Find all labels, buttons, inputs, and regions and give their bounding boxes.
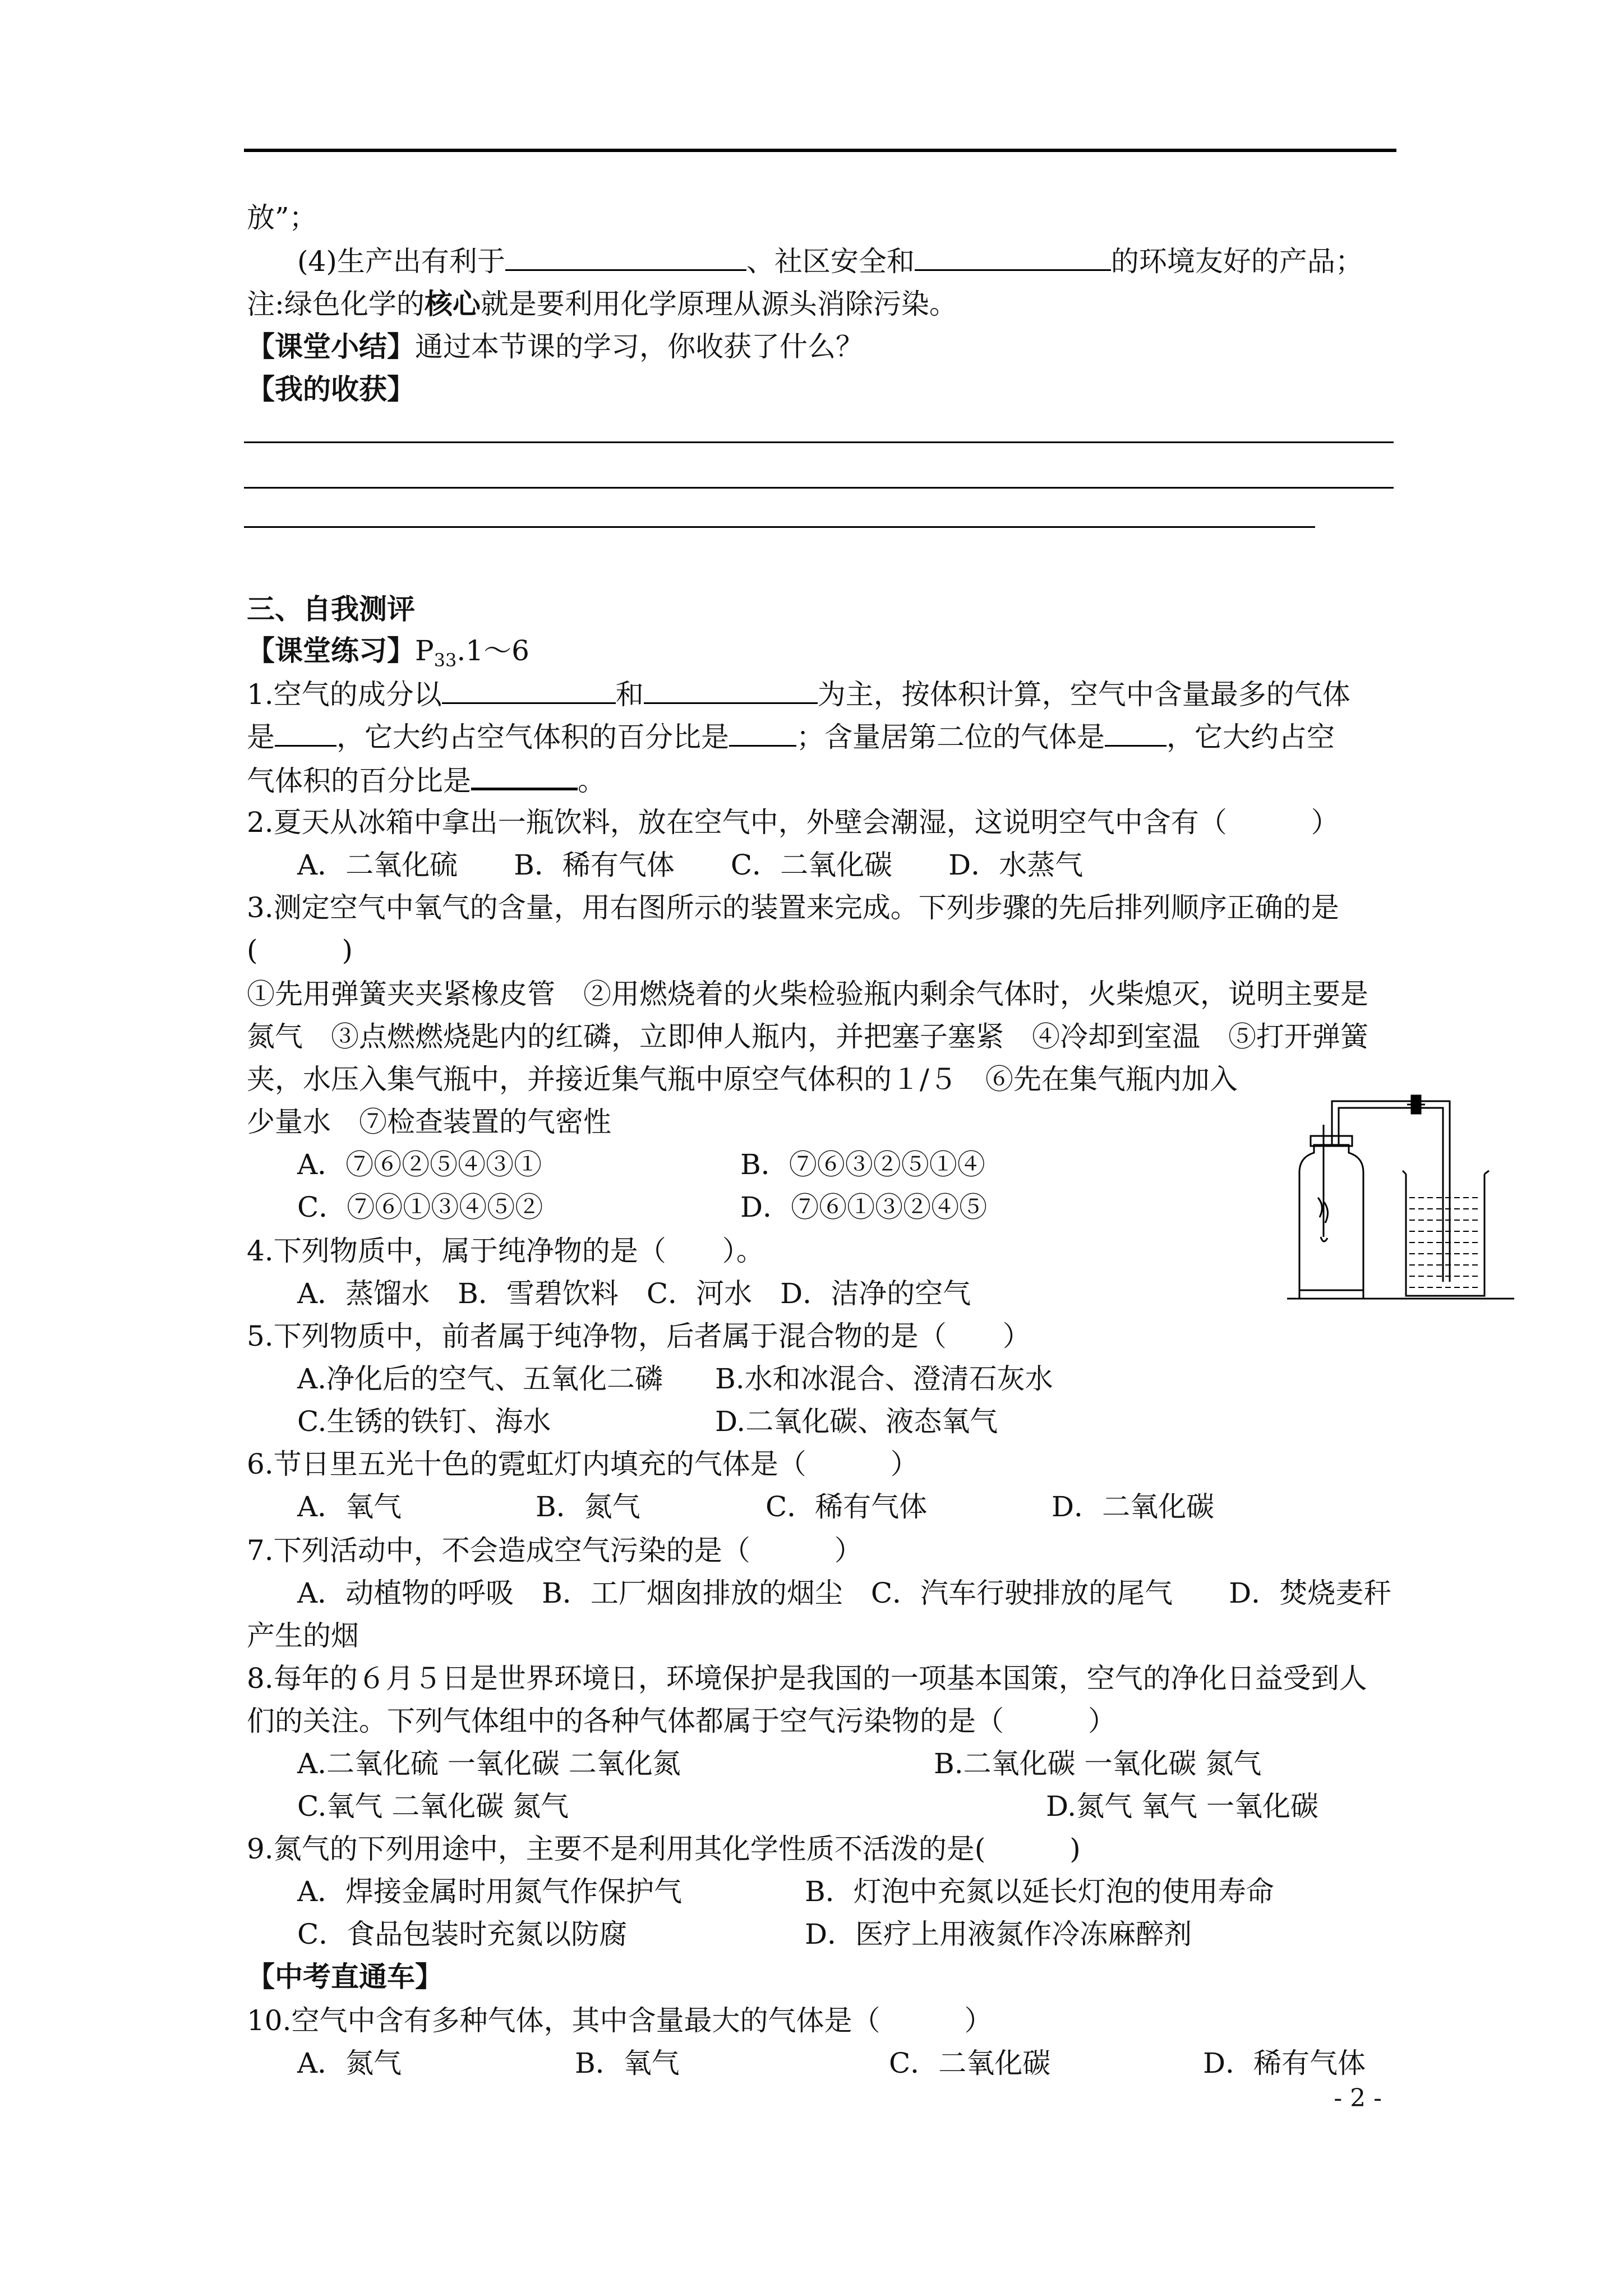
q8-stem-2: 们的关注。下列气体组中的各种气体都属于空气污染物的是（ ） xyxy=(247,1705,1116,1737)
answer-line[interactable] xyxy=(244,441,1394,443)
q1-text: 。 xyxy=(578,765,606,797)
q3-steps-2: 氮气 ③点燃燃烧匙内的红磷，立即伸人瓶内，并把塞子塞紧 ④冷却到室温 ⑤打开弹簧 xyxy=(247,1020,1368,1053)
q6-stem: 6.节日里五光十色的霓虹灯内填充的气体是（ ） xyxy=(247,1448,919,1480)
practice-ref-rest: .1～6 xyxy=(457,634,529,667)
q6-option-b: B．氮气 xyxy=(536,1490,640,1523)
q3-stem: 3.测定空气中氧气的含量，用右图所示的装置来完成。下列步骤的先后排列顺序正确的是 xyxy=(247,891,1339,924)
q7-stem: 7.下列活动中，不会造成空气污染的是（ ） xyxy=(247,1534,863,1567)
q10-option-b: B．氧气 xyxy=(575,2047,680,2079)
q1-text: ，它大约占空 xyxy=(1166,721,1335,753)
q3-option-a: A．⑦⑥②⑤④③① xyxy=(297,1148,542,1181)
summary-label: 【课堂小结】 xyxy=(247,330,415,363)
q3-option-d: D．⑦⑥①③②④⑤ xyxy=(740,1191,988,1223)
q5-stem: 5.下列物质中，前者属于纯净物，后者属于混合物的是（ ） xyxy=(247,1320,1031,1352)
q10-option-a: A．氮气 xyxy=(297,2047,402,2079)
note-text: 注:绿色化学的 xyxy=(247,288,425,320)
q3-steps-1: ①先用弹簧夹夹紧橡皮管 ②用燃烧着的火柴检验瓶内剩余气体时，火柴熄灭，说明主要是 xyxy=(247,978,1368,1010)
q9-stem: 9.氮气的下列用途中，主要不是利用其化学性质不活泼的是( ) xyxy=(247,1833,1081,1865)
q1-text: ，它大约占空气体积的百分比是 xyxy=(336,721,729,753)
q8-option-a: A.二氧化硫 一氧化碳 二氧化氮 xyxy=(297,1747,681,1780)
answer-line[interactable] xyxy=(244,526,1315,528)
q5-option-b: B.水和冰混合、澄清石灰水 xyxy=(715,1363,1053,1395)
section-title: 三、自我测评 xyxy=(247,592,415,625)
blank-field[interactable] xyxy=(644,673,818,704)
note-emphasis: 核心 xyxy=(424,287,481,320)
q1-text: 1.空气的成分以 xyxy=(247,678,442,711)
blank-field[interactable] xyxy=(505,240,746,271)
q4-stem: 4.下列物质中，属于纯净物的是（ ）。 xyxy=(247,1235,764,1267)
q1-text: 气体积的百分比是 xyxy=(247,765,471,797)
q1-text: 和 xyxy=(615,678,644,711)
q3-option-c: C．⑦⑥①③④⑤② xyxy=(297,1191,543,1223)
q3-paren: ( ) xyxy=(247,934,353,967)
q1-text: ；含量居第二位的气体是 xyxy=(796,721,1105,753)
q7-options-cont: 产生的烟 xyxy=(247,1619,359,1652)
q5-option-d: D.二氧化碳、液态氧气 xyxy=(715,1405,998,1438)
blank-field[interactable] xyxy=(275,716,336,747)
q1-line2 xyxy=(247,716,1335,757)
q9-option-b: B．灯泡中充氮以延长灯泡的使用寿命 xyxy=(805,1875,1274,1908)
q2-options: A．二氧化硫 B．稀有气体 C．二氧化碳 D．水蒸气 xyxy=(297,849,1083,881)
q3-steps-4: 少量水 ⑦检查装置的气密性 xyxy=(247,1106,611,1138)
blank-field[interactable] xyxy=(915,240,1111,271)
q9-option-c: C．食品包装时充氮以防腐 xyxy=(297,1918,628,1950)
continued-text: 放”； xyxy=(247,201,317,234)
practice-label: 【课堂练习】 xyxy=(247,634,415,667)
blank-field[interactable] xyxy=(442,673,616,704)
q8-option-b: B.二氧化碳 一氧化碳 氮气 xyxy=(934,1747,1262,1780)
green-chem-item-4 xyxy=(297,240,1363,282)
blank-field[interactable] xyxy=(1105,716,1166,747)
item4-text-b: 、社区安全和 xyxy=(746,245,915,278)
q9-option-a: A．焊接金属时用氮气作保护气 xyxy=(297,1875,683,1908)
item4-text-c: 的环境友好的产品； xyxy=(1110,245,1363,278)
q3-steps-3: 夹，水压入集气瓶中，并接近集气瓶中原空气体积的１/５ ⑥先在集气瓶内加入 xyxy=(247,1063,1238,1096)
note-line xyxy=(247,284,957,324)
summary-line xyxy=(247,326,864,367)
q1-line1 xyxy=(247,673,1350,715)
q5-option-a: A.净化后的空气、五氧化二磷 xyxy=(297,1363,663,1395)
header-rule xyxy=(244,149,1396,152)
q8-option-c: C.氧气 二氧化碳 氮气 xyxy=(297,1790,569,1823)
gain-label: 【我的收获】 xyxy=(247,372,415,406)
q8-stem-1: 8.每年的６月５日是世界环境日，环境保护是我国的一项基本国策，空气的净化日益受到人 xyxy=(247,1662,1367,1695)
q2-stem: 2.夏天从冰箱中拿出一瓶饮料，放在空气中，外壁会潮湿，这说明空气中含有（ ） xyxy=(247,806,1339,839)
q10-option-c: C．二氧化碳 xyxy=(889,2047,1051,2079)
exam-label: 【中考直通车】 xyxy=(247,1960,443,1993)
summary-question: 通过本节课的学习，你收获了什么？ xyxy=(415,330,864,363)
q1-text: 是 xyxy=(247,721,275,753)
apparatus-tubes-beaker xyxy=(1287,1091,1514,1300)
q6-option-a: A．氧气 xyxy=(297,1490,402,1523)
q5-option-c: C.生锈的铁钉、海水 xyxy=(297,1405,551,1438)
page-number: - 2 - xyxy=(1334,2084,1382,2113)
q6-option-c: C．稀有气体 xyxy=(766,1490,928,1523)
q10-stem: 10.空气中含有多种气体，其中含量最大的气体是（ ） xyxy=(247,2004,993,2037)
q1-line3 xyxy=(247,758,606,801)
q1-text: 为主，按体积计算，空气中含量最多的气体 xyxy=(817,678,1350,711)
note-text-end: 就是要利用化学原理从源头消除污染。 xyxy=(480,288,957,320)
practice-ref: P xyxy=(415,634,434,667)
q4-options: A．蒸馏水 B．雪碧饮料 C．河水 D．洁净的空气 xyxy=(297,1277,971,1310)
practice-ref-sub: 33 xyxy=(434,650,457,671)
q8-option-d: D.氮气 氧气 一氧化碳 xyxy=(1046,1790,1318,1823)
q10-option-d: D．稀有气体 xyxy=(1203,2047,1366,2079)
q6-option-d: D．二氧化碳 xyxy=(1052,1490,1215,1523)
q7-options: A．动植物的呼吸 B．工厂烟囱排放的烟尘 C．汽车行驶排放的尾气 D．焚烧麦秆 xyxy=(297,1577,1392,1609)
blank-field[interactable] xyxy=(471,758,578,790)
q9-option-d: D．医疗上用液氮作冷冻麻醉剂 xyxy=(805,1918,1192,1950)
item4-text-a: (4)生产出有利于 xyxy=(297,245,505,278)
q3-option-b: B．⑦⑥③②⑤①④ xyxy=(740,1148,985,1181)
blank-field[interactable] xyxy=(729,716,796,747)
answer-line[interactable] xyxy=(244,487,1394,489)
